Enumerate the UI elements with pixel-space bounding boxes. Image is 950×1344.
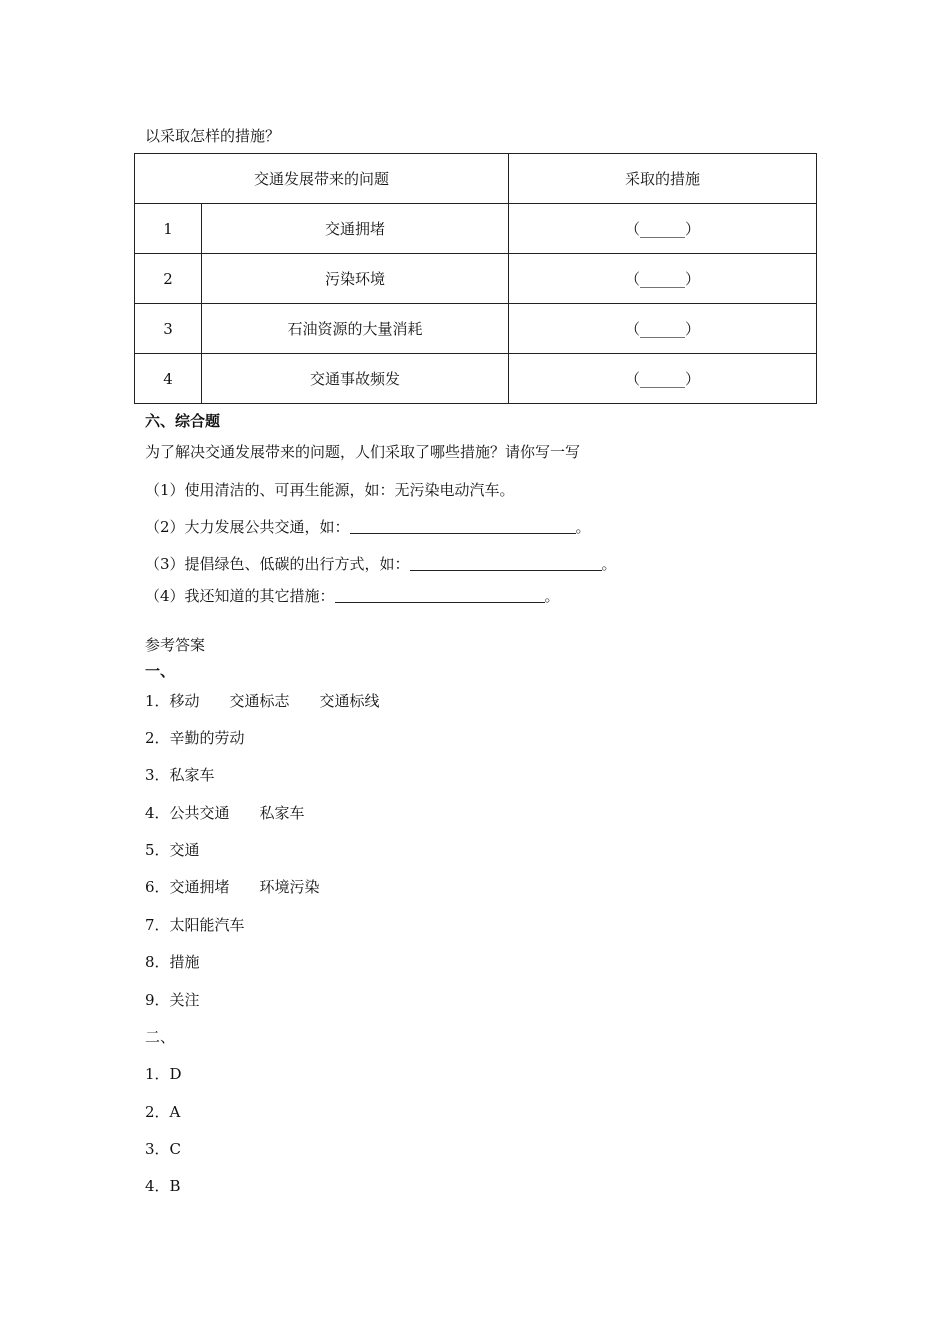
item-text: （4）我还知道的其它措施： bbox=[145, 587, 335, 605]
header-problem: 交通发展带来的问题 bbox=[135, 154, 509, 204]
answer-line: 1．移动 交通标志 交通标线 bbox=[145, 692, 380, 710]
answer-underline[interactable] bbox=[335, 588, 545, 603]
answer-line: 5．交通 bbox=[145, 841, 200, 859]
table-row bbox=[135, 254, 817, 304]
answer-underline[interactable] bbox=[350, 519, 576, 534]
item-text: （1）使用清洁的、可再生能源，如：无污染电动汽车。 bbox=[145, 481, 515, 499]
answer-line: 1．D bbox=[145, 1065, 182, 1083]
item-text: （2）大力发展公共交通，如： bbox=[145, 518, 350, 536]
answer-line: 4．公共交通 私家车 bbox=[145, 804, 305, 822]
answer-line: 2．辛勤的劳动 bbox=[145, 729, 245, 747]
item-end: 。 bbox=[601, 555, 617, 573]
table-row bbox=[135, 204, 817, 254]
answer-line: 8．措施 bbox=[145, 953, 200, 971]
row-problem: 石油资源的大量消耗 bbox=[202, 304, 509, 354]
measures-table bbox=[134, 153, 817, 404]
row-problem: 交通拥堵 bbox=[202, 204, 509, 254]
intro-line: 以采取怎样的措施？ bbox=[145, 127, 281, 145]
row-problem: 污染环境 bbox=[202, 254, 509, 304]
row-number: 1 bbox=[135, 204, 202, 254]
answers-part2-title: 二、 bbox=[145, 1028, 176, 1046]
row-answer-blank[interactable]: （______） bbox=[509, 254, 817, 304]
section6-item bbox=[145, 516, 591, 537]
item-end: 。 bbox=[575, 518, 591, 536]
section6-question: 为了解决交通发展带来的问题，人们采取了哪些措施？请你写一写 bbox=[145, 443, 581, 461]
row-number: 3 bbox=[135, 304, 202, 354]
table-row bbox=[135, 304, 817, 354]
row-problem: 交通事故频发 bbox=[202, 354, 509, 404]
answer-underline[interactable] bbox=[410, 556, 602, 571]
row-answer-blank[interactable]: （______） bbox=[509, 304, 817, 354]
section6-item bbox=[145, 585, 560, 606]
section6-item bbox=[145, 479, 515, 500]
answer-line: 2．A bbox=[145, 1103, 181, 1121]
row-answer-blank[interactable]: （______） bbox=[509, 354, 817, 404]
answer-line: 3．私家车 bbox=[145, 766, 215, 784]
answers-title: 参考答案 bbox=[145, 636, 206, 654]
answer-line: 4．B bbox=[145, 1177, 181, 1195]
answers-part1-title: 一、 bbox=[145, 662, 176, 680]
section6-item bbox=[145, 553, 617, 574]
item-end: 。 bbox=[544, 587, 560, 605]
answer-line: 7．太阳能汽车 bbox=[145, 916, 245, 934]
row-answer-blank[interactable]: （______） bbox=[509, 204, 817, 254]
answer-line: 9．关注 bbox=[145, 991, 200, 1009]
answer-line: 3．C bbox=[145, 1140, 182, 1158]
item-text: （3）提倡绿色、低碳的出行方式，如： bbox=[145, 555, 410, 573]
answer-line: 6．交通拥堵 环境污染 bbox=[145, 878, 320, 896]
header-measure: 采取的措施 bbox=[509, 154, 817, 204]
section6-title: 六、综合题 bbox=[145, 412, 221, 430]
table-header-row bbox=[135, 154, 817, 204]
row-number: 4 bbox=[135, 354, 202, 404]
row-number: 2 bbox=[135, 254, 202, 304]
table-row bbox=[135, 354, 817, 404]
